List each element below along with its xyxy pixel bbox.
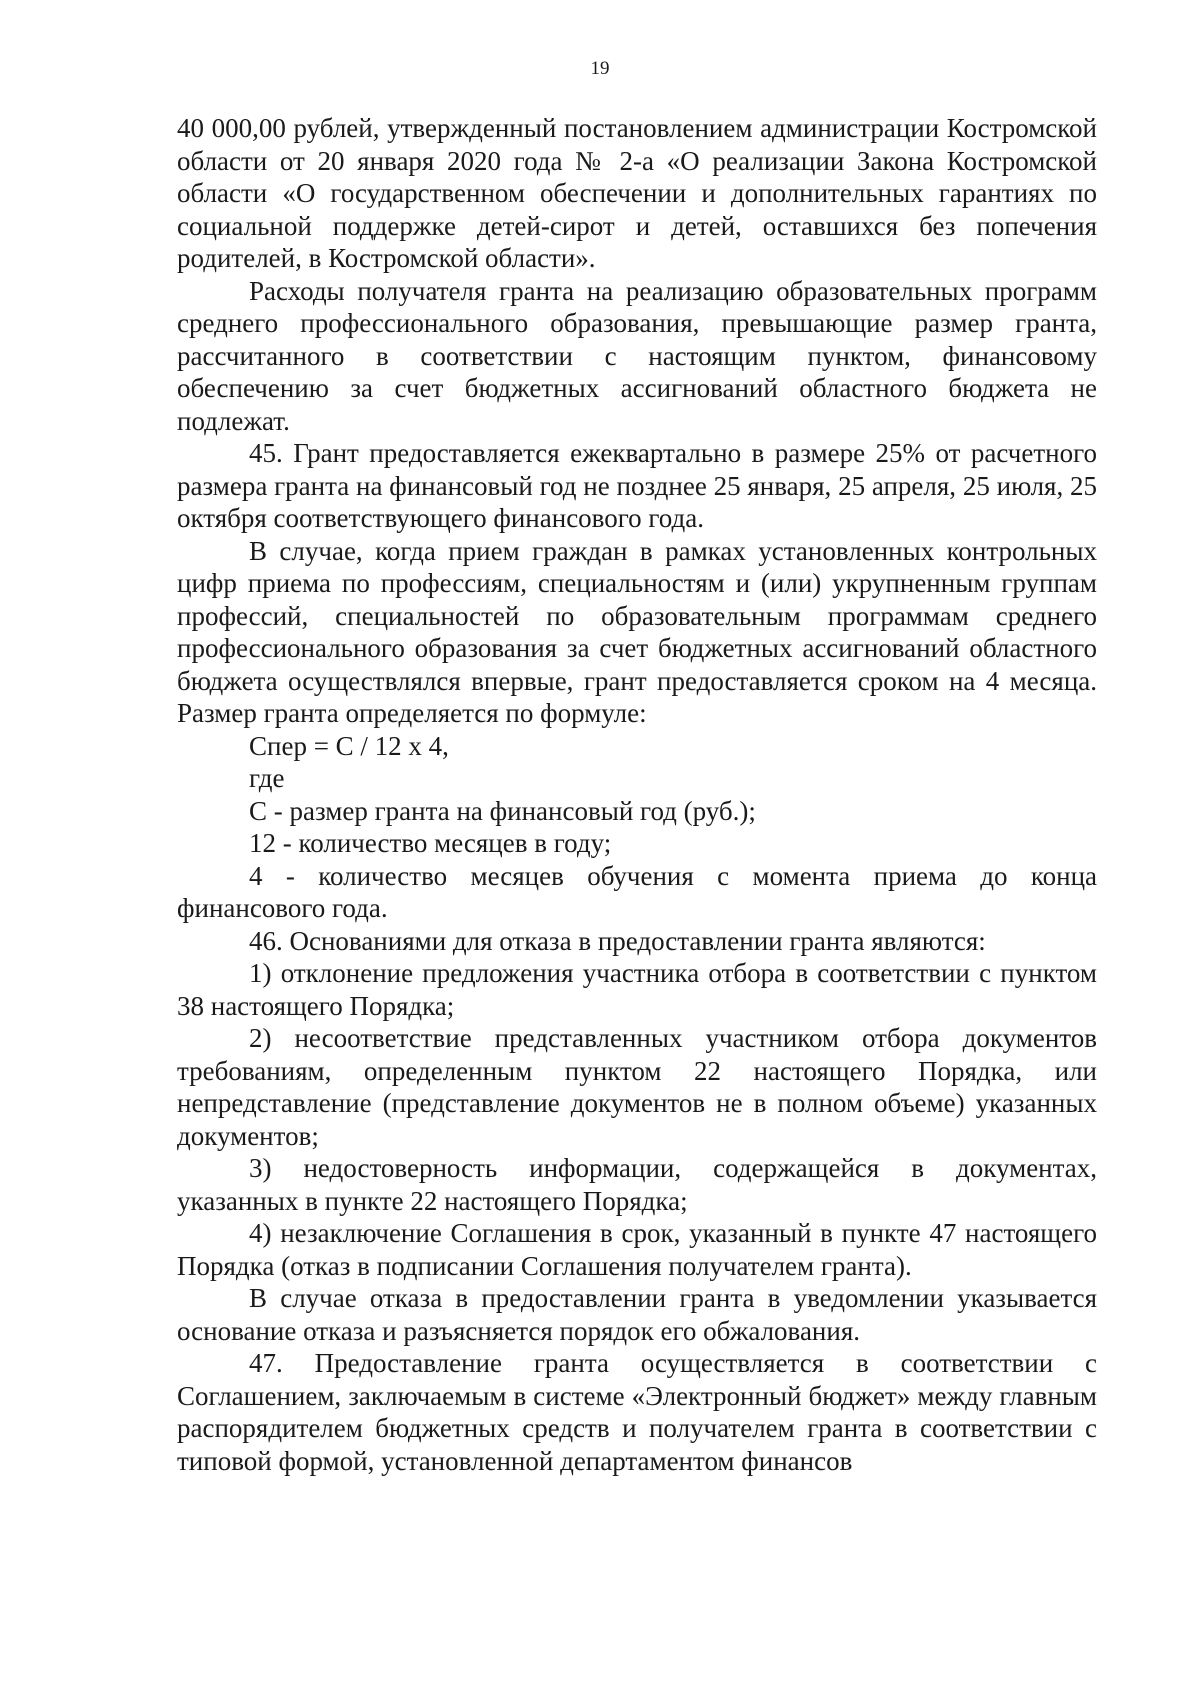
list-item-3: 3) недостоверность информации, содержащейся в документах, указанных в пункте 22 настоящего Порядка; xyxy=(177,1153,1097,1216)
list-item-4: 4) незаключение Соглашения в срок, указанный в пункте 47 настоящего Порядка (отказ в подписании Соглашения получателем гранта). xyxy=(177,1218,1097,1281)
document-body xyxy=(177,112,1097,1477)
paragraph-item-46: 46. Основаниями для отказа в предоставлении гранта являются: xyxy=(249,925,986,956)
formula-term-4: 4 - количество месяцев обучения с момента приема до конца финансового года. xyxy=(177,860,1097,923)
list-item-2: 2) несоответствие представленных участником отбора документов требованиям, определенным пунктом 22 настоящего Порядка, или непредставление (представление документов не в полном объеме) указанных документов; xyxy=(177,1023,1097,1151)
formula-term-c: С - размер гранта на финансовый год (руб.); xyxy=(249,795,756,826)
list-item-1: 1) отклонение предложения участника отбора в соответствии с пунктом 38 настоящего Порядка; xyxy=(177,958,1097,1021)
paragraph-item-47: 47. Предоставление гранта осуществляется в соответствии с Соглашением, заключаемым в системе «Электронный бюджет» между главным распорядителем бюджетных средств и получателем гранта в соответствии с типовой формой, установленной департаментом финансов xyxy=(177,1348,1097,1476)
page-number: 19 xyxy=(590,58,610,79)
paragraph-continuation: 40 000,00 рублей, утвержденный постановлением администрации Костромской области от 20 января 2020 года № 2-а «О реализации Закона Костромской области «О государственном обеспечении и дополнительных гарантиях по социальной поддержке детей-сирот и детей, оставшихся без попечения родителей, в Костромской области». xyxy=(177,113,1097,273)
paragraph-refusal-notice: В случае отказа в предоставлении гранта в уведомлении указывается основание отказа и разъясняется порядок его обжалования. xyxy=(177,1283,1097,1346)
formula: Спер = С / 12 х 4, xyxy=(249,730,449,761)
paragraph-expenses: Расходы получателя гранта на реализацию образовательных программ среднего профессионального образования, превышающие размер гранта, рассчитанного в соответствии с настоящим пунктом, финансовому обеспечению за счет бюджетных ассигнований областного бюджета не подлежат. xyxy=(177,275,1097,436)
formula-where: где xyxy=(249,763,285,793)
paragraph-first-admission: В случае, когда прием граждан в рамках установленных контрольных цифр приема по профессиям, специальностям и (или) укрупненным группам профессий, специальностей по образовательным программам среднего профессионального образования за счет бюджетных ассигнований областного бюджета осуществлялся впервые, грант предоставляется сроком на 4 месяца. Размер гранта определяется по формуле: xyxy=(177,535,1097,728)
formula-term-12: 12 - количество месяцев в году; xyxy=(249,828,612,858)
paragraph-item-45: 45. Грант предоставляется ежеквартально в размере 25% от расчетного размера гранта на финансовый год не позднее 25 января, 25 апреля, 25 июля, 25 октября соответствующего финансового года. xyxy=(177,438,1097,533)
